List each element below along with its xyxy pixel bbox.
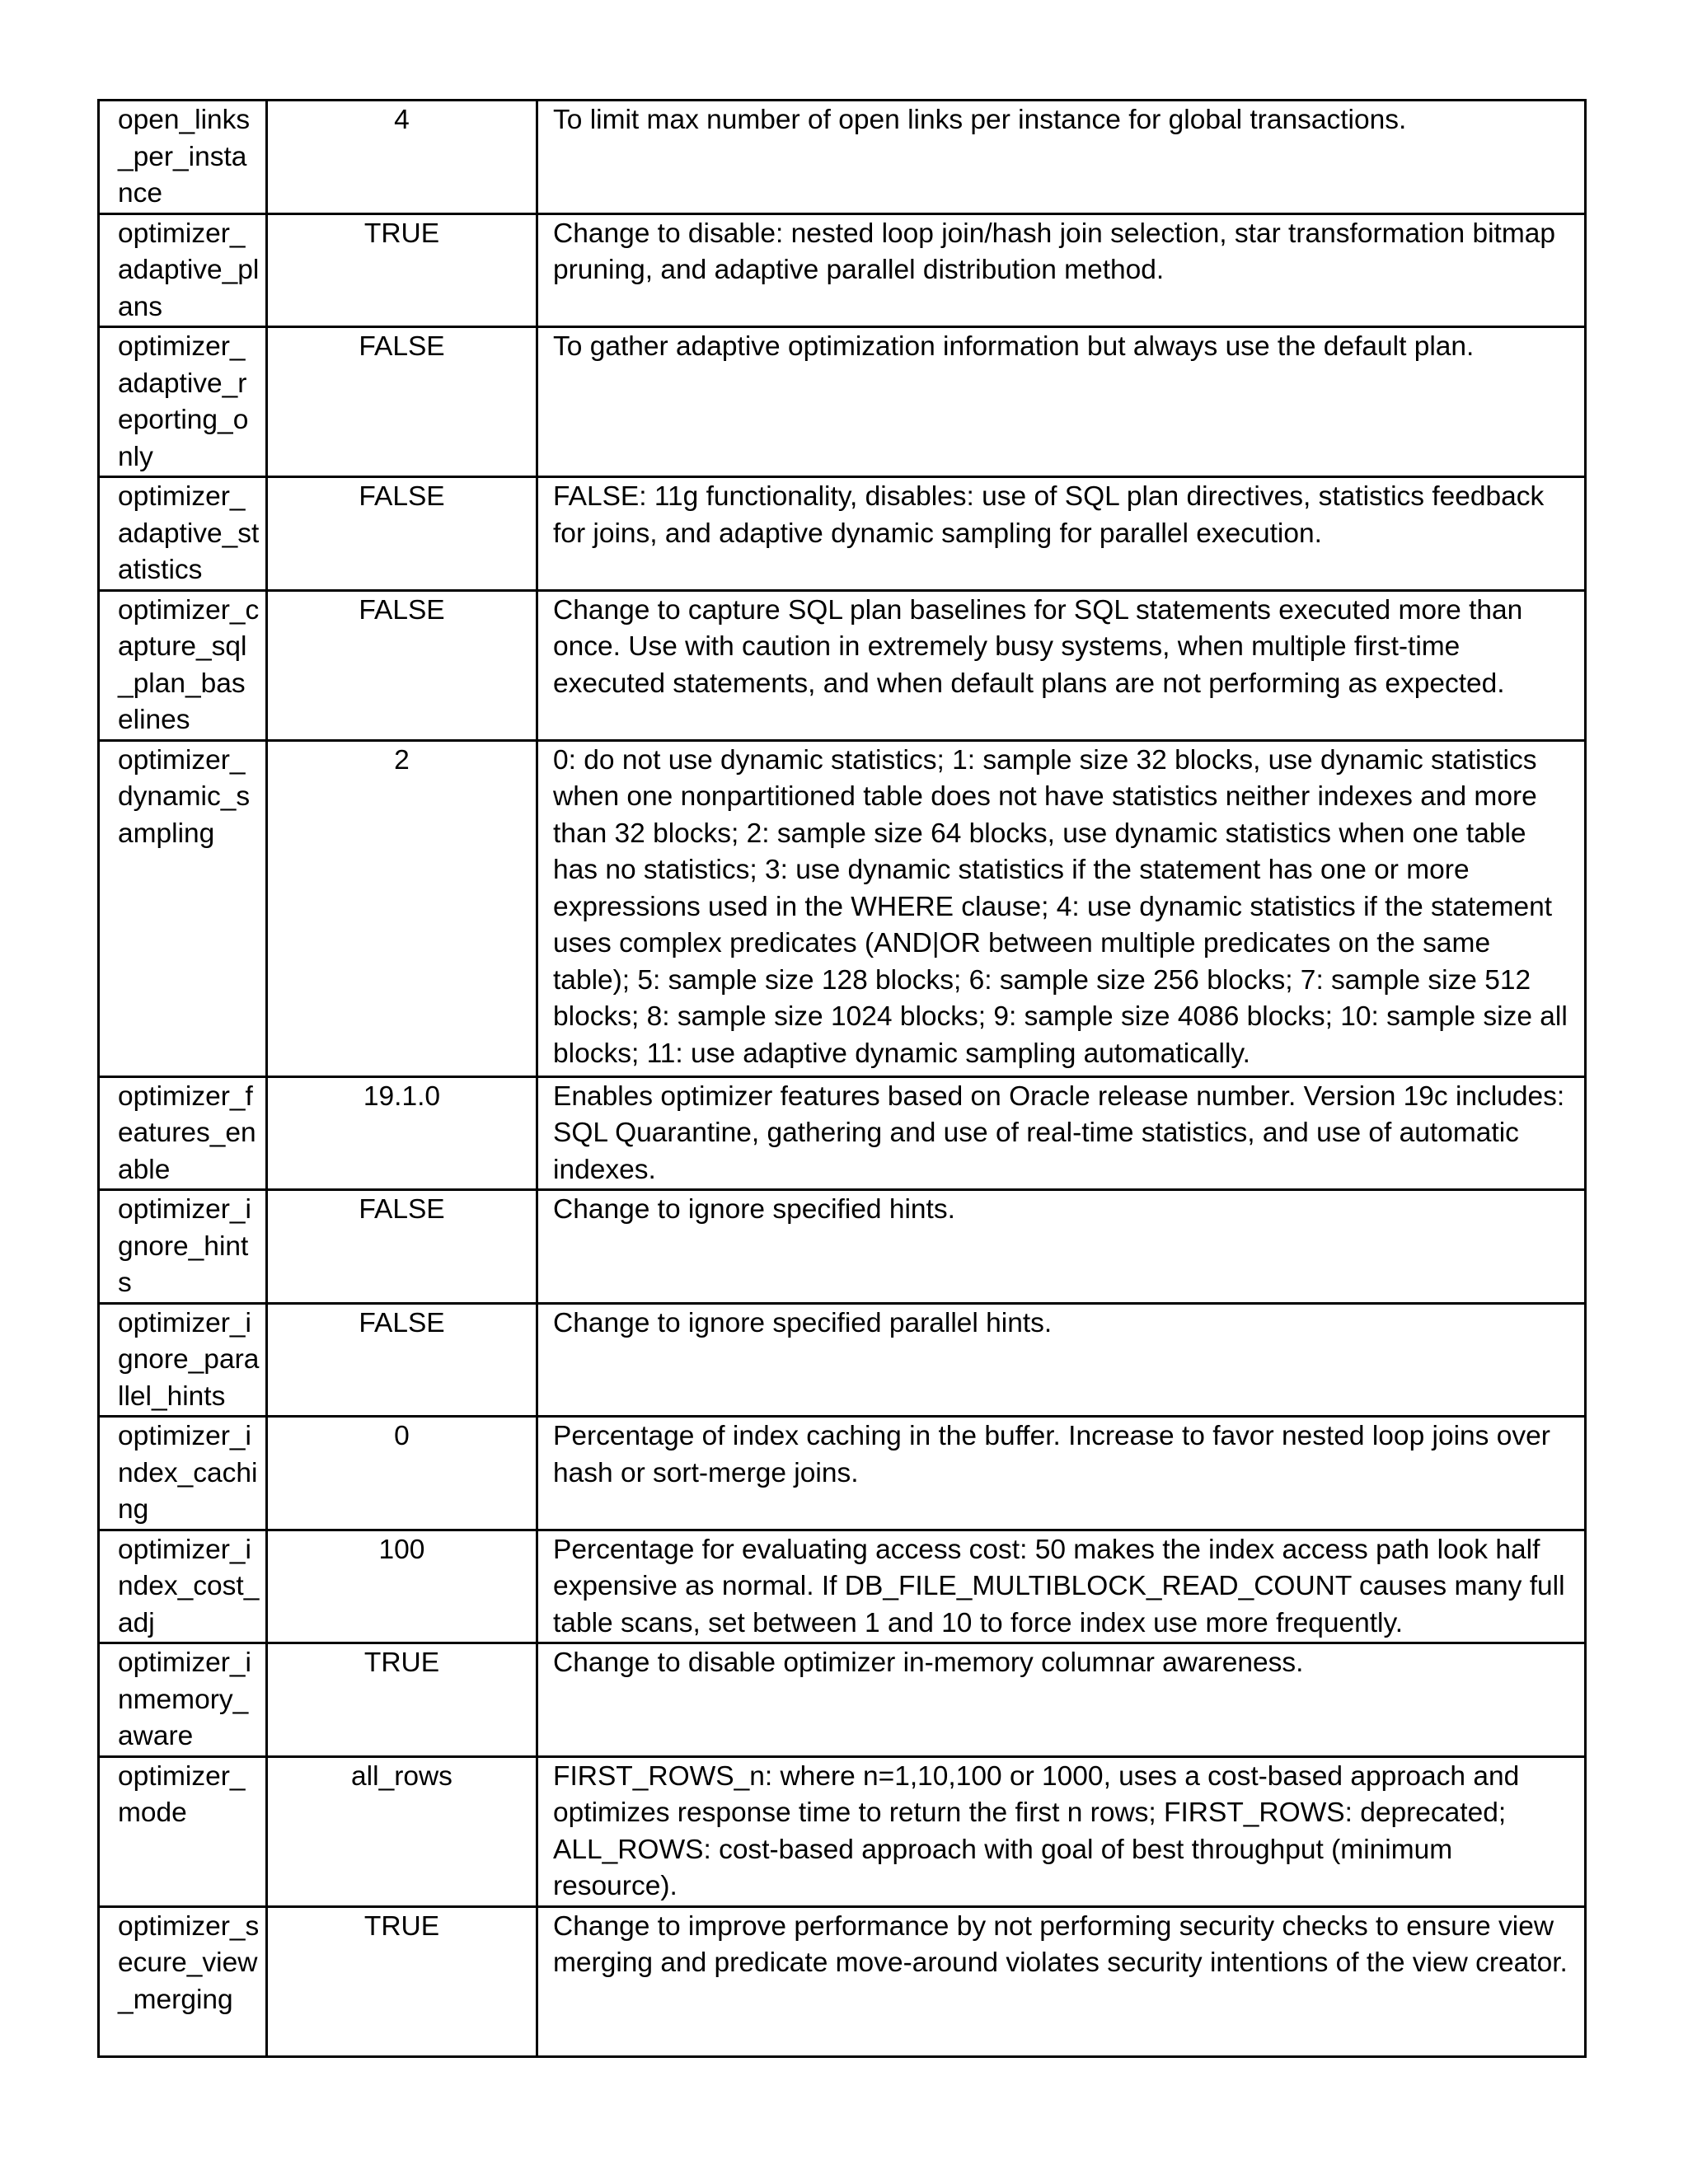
parameter-description: FIRST_ROWS_n: where n=1,10,100 or 1000, uses a cost-based approach and optimizes response time to return the first n rows; FIRST_ROWS: deprecated; ALL_ROWS: cost-based approach with goal of best throughput (minimum resource). bbox=[537, 1756, 1586, 1906]
table-row bbox=[99, 101, 1586, 214]
table-row bbox=[99, 213, 1586, 327]
parameter-description: To gather adaptive optimization information but always use the default plan. bbox=[537, 327, 1586, 477]
table-row bbox=[99, 1906, 1586, 2056]
parameter-value: TRUE bbox=[267, 1906, 537, 2056]
table-row bbox=[99, 740, 1586, 1076]
parameter-description: Change to disable optimizer in-memory columnar awareness. bbox=[537, 1643, 1586, 1757]
parameter-description: Percentage of index caching in the buffer. Increase to favor nested loop joins over hash or sort-merge joins. bbox=[537, 1417, 1586, 1530]
parameter-value: FALSE bbox=[267, 477, 537, 591]
parameter-name: open_links_per_instance bbox=[99, 101, 267, 214]
table-row bbox=[99, 327, 1586, 477]
parameter-value: 2 bbox=[267, 740, 537, 1076]
table-row bbox=[99, 1303, 1586, 1417]
parameter-name: optimizer_capture_sql_plan_baselines bbox=[99, 590, 267, 740]
parameter-name: optimizer_adaptive_plans bbox=[99, 213, 267, 327]
parameter-name: optimizer_features_enable bbox=[99, 1076, 267, 1190]
parameter-name: optimizer_mode bbox=[99, 1756, 267, 1906]
parameter-value: FALSE bbox=[267, 1303, 537, 1417]
parameter-value: 19.1.0 bbox=[267, 1076, 537, 1190]
parameter-description: 0: do not use dynamic statistics; 1: sample size 32 blocks, use dynamic statistics when one nonpartitioned table does not have statistics neither indexes and more than 32 blocks; 2: sample size 64 blocks, use dynamic statistics when one table has no statistics; 3: use dynamic statistics if the statement has one or more expressions used in the WHERE clause; 4: use dynamic statistics if the statement uses complex predicates (AND|OR between multiple predicates on the same table); 5: sample size 128 blocks; 6: sample size 256 blocks; 7: sample size 512 blocks; 8: sample size 1024 blocks; 9: sample size 4086 blocks; 10: sample size all blocks; 11: use adaptive dynamic sampling automatically. bbox=[537, 740, 1586, 1076]
parameter-name: optimizer_index_cost_adj bbox=[99, 1530, 267, 1643]
table-row bbox=[99, 1756, 1586, 1906]
parameter-name: optimizer_ignore_hints bbox=[99, 1190, 267, 1304]
parameter-description: To limit max number of open links per instance for global transactions. bbox=[537, 101, 1586, 214]
table-row bbox=[99, 477, 1586, 591]
parameter-table bbox=[97, 99, 1587, 2058]
parameter-value: 0 bbox=[267, 1417, 537, 1530]
parameter-value: 100 bbox=[267, 1530, 537, 1643]
parameter-description: Change to ignore specified hints. bbox=[537, 1190, 1586, 1304]
parameter-description: Change to ignore specified parallel hints. bbox=[537, 1303, 1586, 1417]
parameter-value: FALSE bbox=[267, 1190, 537, 1304]
parameter-description: Enables optimizer features based on Oracle release number. Version 19c includes: SQL Quarantine, gathering and use of real-time statistics, and use of automatic indexes. bbox=[537, 1076, 1586, 1190]
table-row bbox=[99, 1417, 1586, 1530]
table-row bbox=[99, 1076, 1586, 1190]
parameter-name: optimizer_secure_view_merging bbox=[99, 1906, 267, 2056]
table-row bbox=[99, 1190, 1586, 1304]
parameter-description: FALSE: 11g functionality, disables: use of SQL plan directives, statistics feedback for joins, and adaptive dynamic sampling for parallel execution. bbox=[537, 477, 1586, 591]
parameter-value: TRUE bbox=[267, 213, 537, 327]
table-row bbox=[99, 590, 1586, 740]
parameter-name: optimizer_inmemory_aware bbox=[99, 1643, 267, 1757]
parameter-description: Percentage for evaluating access cost: 50 makes the index access path look half expensive as normal. If DB_FILE_MULTIBLOCK_READ_COUNT causes many full table scans, set between 1 and 10 to force index use more frequently. bbox=[537, 1530, 1586, 1643]
parameter-value: all_rows bbox=[267, 1756, 537, 1906]
parameter-name: optimizer_adaptive_reporting_only bbox=[99, 327, 267, 477]
parameter-description: Change to improve performance by not performing security checks to ensure view merging and predicate move-around violates security intentions of the view creator. bbox=[537, 1906, 1586, 2056]
parameter-name: optimizer_dynamic_sampling bbox=[99, 740, 267, 1076]
parameter-value: FALSE bbox=[267, 327, 537, 477]
parameter-name: optimizer_ignore_parallel_hints bbox=[99, 1303, 267, 1417]
parameter-value: TRUE bbox=[267, 1643, 537, 1757]
parameter-name: optimizer_index_caching bbox=[99, 1417, 267, 1530]
parameter-description: Change to capture SQL plan baselines for SQL statements executed more than once. Use with caution in extremely busy systems, when multiple first-time executed statements, and when default plans are not performing as expected. bbox=[537, 590, 1586, 740]
parameter-name: optimizer_adaptive_statistics bbox=[99, 477, 267, 591]
parameter-description: Change to disable: nested loop join/hash join selection, star transformation bitmap pruning, and adaptive parallel distribution method. bbox=[537, 213, 1586, 327]
table-row bbox=[99, 1643, 1586, 1757]
parameter-value: FALSE bbox=[267, 590, 537, 740]
parameter-value: 4 bbox=[267, 101, 537, 214]
table-row bbox=[99, 1530, 1586, 1643]
